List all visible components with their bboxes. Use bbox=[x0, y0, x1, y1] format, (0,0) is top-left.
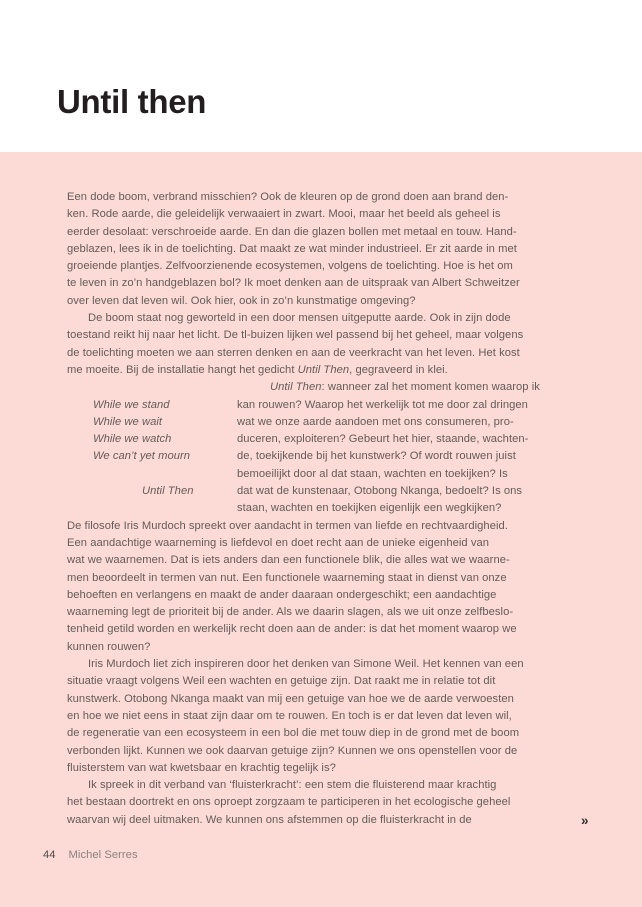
text-line bbox=[67, 241, 607, 258]
text-line bbox=[67, 708, 607, 725]
text-run: wat we waarnemen. Dat is iets anders dan een functionele blik, die alles wat we waarne- bbox=[67, 554, 510, 567]
text-run: : wanneer zal het moment komen waarop ik bbox=[321, 381, 540, 394]
text-line bbox=[67, 812, 607, 829]
text-run: De filosofe Iris Murdoch spreekt over aandacht in termen van liefde en rechtvaardigheid. bbox=[67, 519, 508, 532]
text-line bbox=[67, 777, 607, 794]
text-run: Een dode boom, verbrand misschien? Ook de kleuren op de grond doen aan brand den- bbox=[67, 191, 509, 203]
text-line bbox=[67, 639, 607, 656]
text-run: staan, wachten en toekijken eigenlijk een wegkijken? bbox=[237, 502, 502, 515]
text-line bbox=[67, 224, 607, 241]
text-run: duceren, exploiteren? Gebeurt het hier, staande, wachten- bbox=[237, 433, 529, 446]
text-run: te leven in zo’n handgeblazen bol? Ik moet denken aan de uitspraak van Albert Schweitzer bbox=[67, 277, 520, 290]
continuation-mark: » bbox=[581, 813, 589, 828]
text-run: waarvan wij deel uitmaken. We kunnen ons afstemmen op die fluisterkracht in de bbox=[67, 813, 472, 826]
text-line bbox=[67, 466, 607, 483]
text-run: ken. Rode aarde, die geleidelijk verwaaiert in zwart. Mooi, maar het beeld als geheel is bbox=[67, 208, 501, 221]
text-run: me moeite. Bij de installatie hangt het gedicht bbox=[67, 363, 298, 376]
text-run: de, toekijkende bij het kunstwerk? Of wordt rouwen juist bbox=[237, 450, 516, 463]
text-line bbox=[67, 293, 607, 310]
text-line bbox=[67, 379, 607, 396]
text-line bbox=[67, 552, 607, 569]
text-run: Een aandachtige waarneming is liefdevol en doet recht aan de unieke eigenheid van bbox=[67, 536, 490, 549]
poem-line: Until Then bbox=[142, 485, 194, 498]
text-line bbox=[67, 587, 607, 604]
page-footer bbox=[43, 847, 138, 864]
text-line bbox=[67, 673, 607, 690]
footer-author: Michel Serres bbox=[68, 849, 138, 861]
text-line bbox=[67, 483, 607, 500]
text-run: De boom staat nog geworteld in een door mensen uitgeputte aarde. Ook in zijn dode bbox=[88, 312, 511, 325]
poem-line: While we wait bbox=[93, 415, 163, 428]
text-line bbox=[67, 258, 607, 275]
text-line bbox=[67, 414, 607, 431]
text-run: over leven dat leven wil. Ook hier, ook in zo’n kunstmatige omgeving? bbox=[67, 294, 416, 307]
page-title: Until then bbox=[57, 83, 207, 120]
text-run: de toelichting moeten we aan sterren denken en aan de veerkracht van het leven. Het kost bbox=[67, 346, 520, 359]
text-line bbox=[67, 448, 607, 465]
text-run: eerder desolaat: verschroeide aarde. En dan die glazen bollen met metaal en touw. Hand- bbox=[67, 225, 517, 238]
text-run: Iris Murdoch liet zich inspireren door het denken van Simone Weil. Het kennen van een bbox=[88, 658, 524, 671]
text-line bbox=[67, 431, 607, 448]
text-run: bemoeilijkt door al dat staan, wachten en toekijken? Is bbox=[237, 467, 508, 480]
text-run: groeiende plantjes. Zelfvoorzienende ecosystemen, volgens de toelichting. Hoe is het om bbox=[67, 260, 513, 273]
text-run: het bestaan doortrekt en ons oproept zorgzaam te participeren in het ecologische geheel bbox=[67, 796, 511, 809]
text-line bbox=[67, 794, 607, 811]
text-run: kunstwerk. Otobong Nkanga maakt van mij een getuige van hoe we de aarde verwoesten bbox=[67, 692, 514, 705]
text-line bbox=[67, 725, 607, 742]
text-run: situatie vraagt volgens Weil een wachten en getuige zijn. Dat raakt me in relatie tot dit bbox=[67, 675, 496, 688]
text-line bbox=[67, 518, 607, 535]
text-line bbox=[67, 760, 607, 777]
text-run: , gegraveerd in klei. bbox=[349, 363, 448, 376]
text-run: en hoe we niet eens in staat zijn daar om te rouwen. En toch is er dat leven dat leven wil, bbox=[67, 709, 512, 722]
text-line bbox=[67, 604, 607, 621]
text-run: men beoordeelt in termen van nut. Een functionele waarneming staat in dienst van onze bbox=[67, 571, 507, 584]
text-line bbox=[67, 621, 607, 638]
text-run: kan rouwen? Waarop het werkelijk tot me door zal dringen bbox=[237, 398, 528, 411]
text-run: de regeneratie van een ecosysteem in een bol die met touw diep in de grond met de boom bbox=[67, 727, 520, 740]
footer-page-number: 44 bbox=[43, 849, 56, 861]
text-run: dat wat de kunstenaar, Otobong Nkanga, bedoelt? Is ons bbox=[237, 485, 523, 498]
text-line bbox=[67, 656, 607, 673]
poem-line: While we stand bbox=[93, 398, 170, 411]
text-line bbox=[67, 362, 607, 379]
text-line bbox=[67, 743, 607, 760]
body-text bbox=[67, 189, 607, 829]
text-run: toestand reikt hij naar het licht. De tl-buizen lijken wel passend bij het geheel, maar volgens bbox=[67, 329, 524, 342]
text-run: behoeften en verlangens en maakt de ander daaraan ondergeschikt; een aandachtige bbox=[67, 588, 497, 601]
poem-line: While we watch bbox=[93, 433, 172, 446]
text-run: kunnen rouwen? bbox=[67, 640, 151, 653]
italic-text-run: Until Then bbox=[270, 381, 322, 394]
text-line bbox=[67, 189, 607, 206]
text-line bbox=[67, 310, 607, 327]
text-line bbox=[67, 275, 607, 292]
text-run: verbonden lijkt. Kunnen we ook daarvan getuige zijn? Kunnen we ons openstellen voor de bbox=[67, 744, 518, 757]
text-line bbox=[67, 397, 607, 414]
text-run: tenheid getild worden en werkelijk recht doen aan de ander: is dat het moment waarop we bbox=[67, 623, 517, 636]
text-line bbox=[67, 500, 607, 517]
text-line bbox=[67, 206, 607, 223]
text-run: Ik spreek in dit verband van ‘fluisterkracht’: een stem die fluisterend maar krachtig bbox=[88, 779, 497, 792]
text-line bbox=[67, 570, 607, 587]
text-line bbox=[67, 535, 607, 552]
text-line bbox=[67, 345, 607, 362]
text-run: wat we onze aarde aandoen met ons consumeren, pro- bbox=[237, 415, 514, 428]
text-run: geblazen, lees ik in de toelichting. Dat maakt ze wat minder industrieel. Er zit aarde in met bbox=[67, 242, 517, 255]
italic-text-run: Until Then bbox=[297, 363, 350, 376]
text-run: waarneming legt de prioriteit bij de ander. Als we daarin slagen, als we uit onze zelfbeslo- bbox=[67, 606, 514, 619]
text-line bbox=[67, 691, 607, 708]
text-run: fluisterstem van wat kwetsbaar en krachtig tegelijk is? bbox=[67, 761, 336, 774]
poem-line: We can’t yet mourn bbox=[93, 450, 191, 463]
text-line bbox=[67, 327, 607, 344]
